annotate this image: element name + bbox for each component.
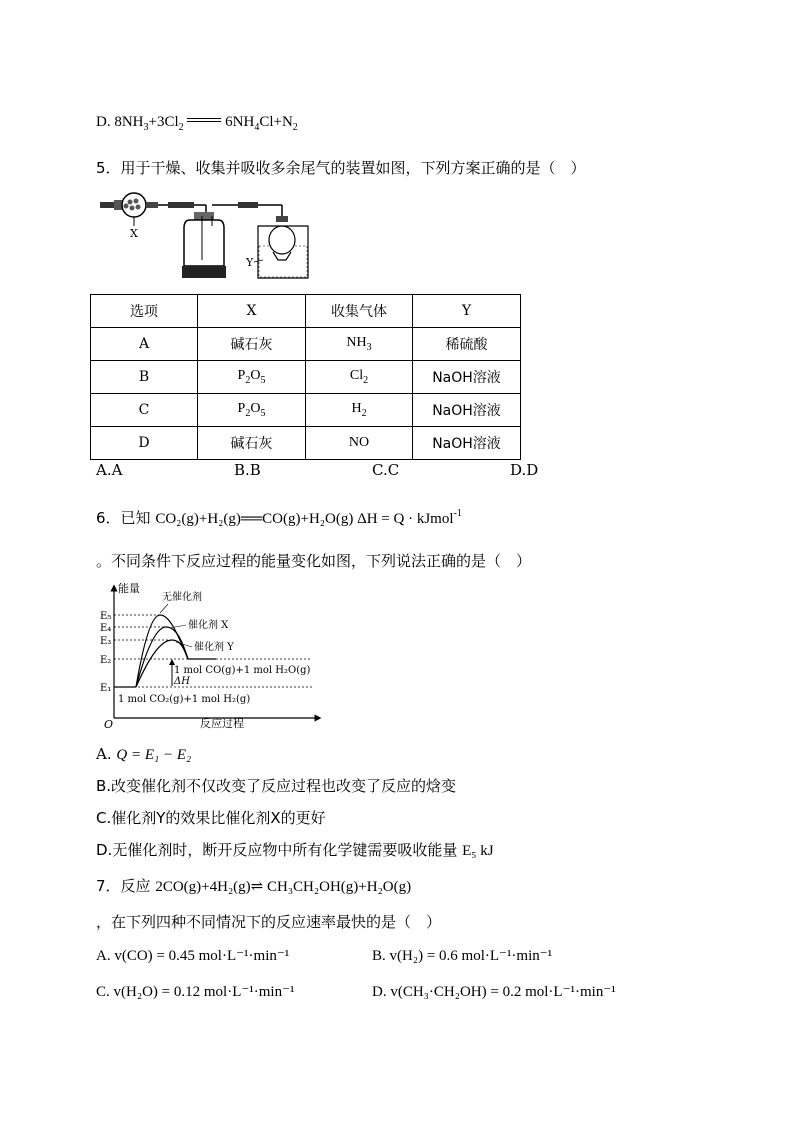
q4-equal-sign	[187, 118, 221, 122]
stopper-left	[114, 200, 122, 210]
q7-option-b-label: B.	[372, 948, 386, 964]
table-cell-y: NaOH溶液	[413, 361, 521, 394]
q6-option-d-text: D.无催化剂时，断开反应物中所有化学键需要吸收能量	[96, 841, 458, 859]
table-row	[91, 427, 521, 460]
table-cell-x: 碱石灰	[198, 427, 306, 460]
q7-option-b-expr: v(H₂) = 0.6 mol·L⁻¹·min⁻¹	[389, 948, 553, 964]
level-e4: E₄	[100, 623, 112, 634]
q4-sub3: 4	[254, 122, 260, 133]
q7-option-c-expr: v(H₂O) = 0.12 mol·L⁻¹·min⁻¹	[113, 984, 295, 1000]
q5-stem: 5．用于干燥、收集并吸收多余尾气的装置如图，下列方案正确的是（ ）	[96, 159, 586, 177]
table-cell-option: B	[91, 361, 198, 394]
q5-answer-c[interactable]: C.C	[372, 461, 400, 479]
inverted-funnel	[269, 226, 295, 254]
q6-energy-diagram	[96, 580, 326, 730]
level-e2: E₂	[100, 655, 112, 666]
q7-option-c-label: C.	[96, 984, 110, 1000]
q4-eq-part4: Cl+N	[259, 114, 293, 130]
table-cell-gas: $H_2$	[306, 394, 413, 427]
fig-label-x: X	[130, 227, 138, 240]
q6-option-a-label: A.	[96, 745, 117, 763]
q6-option-b[interactable]: B.改变催化剂不仅改变了反应过程也改变了反应的焓变	[96, 777, 457, 795]
table-header-option: 选项	[91, 295, 198, 328]
level-e5: E₅	[100, 611, 112, 622]
table-header-row	[91, 295, 521, 328]
q6-option-d[interactable]	[96, 840, 494, 861]
table-cell-x: $P_2O_5$	[198, 394, 306, 427]
q5-answer-b[interactable]: B.B	[234, 461, 261, 479]
q6-option-c[interactable]: C.催化剂Y的效果比催化剂X的更好	[96, 809, 326, 827]
q6-stem-line2: 。不同条件下反应过程的能量变化如图，下列说法正确的是（ ）	[96, 552, 532, 570]
product-label: 1 mol CO(g)+1 mol H₂O(g)	[174, 665, 311, 676]
table-cell-gas: NO	[306, 427, 413, 460]
q4-option-d	[96, 112, 298, 138]
inlet-tube	[100, 202, 114, 208]
q7-option-a-label: A.	[96, 948, 111, 964]
q5-answer-d[interactable]: D.D	[510, 461, 539, 479]
q7-equation: 2CO(g)+4H₂(g)⇌ CH₃CH₂OH(g)+H₂O(g)	[155, 879, 412, 895]
table-cell-y: 稀硫酸	[413, 328, 521, 361]
table-cell-x: $P_2O_5$	[198, 361, 306, 394]
level-e3: E₃	[100, 636, 112, 647]
table-cell-x: 碱石灰	[198, 328, 306, 361]
label-catalyst-y: 催化剂 Y	[194, 642, 234, 653]
table-header-x: X	[198, 295, 306, 328]
q7-prefix: 7．反应	[96, 877, 151, 895]
table-row	[91, 361, 521, 394]
fig-label-y: Y	[246, 256, 254, 269]
q4-sub4: 2	[292, 122, 298, 133]
q7-option-a[interactable]	[96, 946, 289, 966]
q7-option-a-expr: v(CO) = 0.45 mol·L⁻¹·min⁻¹	[114, 948, 290, 964]
q4-eq-part1: 8NH	[114, 114, 144, 130]
table-cell-gas: $Cl_2$	[306, 361, 413, 394]
q7-option-b[interactable]	[372, 946, 552, 966]
x-axis-label: 反应过程	[200, 717, 244, 730]
origin-label: O	[104, 718, 114, 730]
q6-equation: CO₂(g)+H₂(g)══CO(g)+H₂O(g) ΔH = Q · kJmol	[155, 511, 454, 527]
q7-option-d[interactable]	[372, 982, 616, 1002]
level-e1: E₁	[100, 683, 112, 694]
delta-h-label: ΔH	[174, 676, 190, 687]
table-row	[91, 328, 521, 361]
table-cell-y: NaOH溶液	[413, 394, 521, 427]
table-cell-option: C	[91, 394, 198, 427]
reactant-label: 1 mol CO₂(g)+1 mol H₂(g)	[118, 694, 251, 705]
table-cell-y: NaOH溶液	[413, 427, 521, 460]
q6-option-a-math: Q = E₁ − E₂	[116, 747, 192, 763]
collection-bottle	[184, 220, 224, 266]
q7-stem-line2: ，在下列四种不同情况下的反应速率最快的是（ ）	[96, 913, 442, 931]
q7-option-c[interactable]	[96, 982, 295, 1002]
table-cell-gas: $NH_3$	[306, 328, 413, 361]
y-axis-label: 能量	[118, 582, 140, 595]
q6-prefix: 6．已知	[96, 509, 151, 527]
q7-stem-line1	[96, 876, 411, 897]
table-header-y: Y	[413, 295, 521, 328]
q7-option-d-expr: v(CH₃·CH₂OH) = 0.2 mol·L⁻¹·min⁻¹	[390, 984, 616, 1000]
bottle-stopper	[194, 212, 214, 220]
q7-option-d-label: D.	[372, 984, 387, 1000]
q6-option-d-math: E₅ kJ	[462, 843, 494, 859]
label-no-catalyst: 无催化剂	[162, 592, 202, 603]
bottle-base	[182, 266, 226, 278]
table-cell-option: D	[91, 427, 198, 460]
q4-sub2: 2	[178, 122, 184, 133]
q6-eq-superscript: -1	[453, 508, 462, 519]
q5-apparatus-figure	[98, 190, 318, 282]
q4-eq-part2: +3Cl	[148, 114, 179, 130]
q5-options-table	[90, 294, 521, 460]
q4-sub1: 3	[143, 122, 149, 133]
table-row	[91, 394, 521, 427]
q4-option-d-label: D.	[96, 114, 111, 130]
q4-eq-part3: 6NH	[225, 114, 255, 130]
label-catalyst-x: 催化剂 X	[188, 620, 229, 631]
q6-stem-line1	[96, 504, 462, 529]
table-cell-option: A	[91, 328, 198, 361]
table-header-gas: 收集气体	[306, 295, 413, 328]
q5-answer-a[interactable]: A.A	[96, 461, 123, 479]
q6-option-a[interactable]	[96, 744, 191, 765]
